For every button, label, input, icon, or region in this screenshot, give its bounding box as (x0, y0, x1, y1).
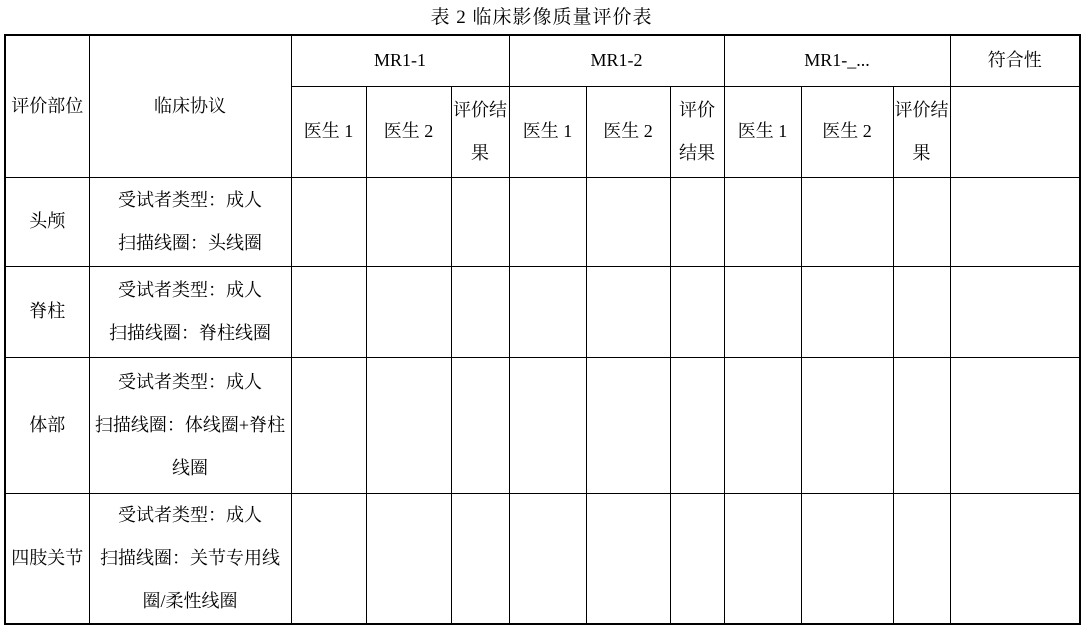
subheader-result: 评价结果 (451, 86, 509, 177)
score-cell (291, 266, 366, 357)
protocol-line: 扫描线圈：脊柱线圈 (109, 322, 271, 343)
protocol-line: 扫描线圈：体线圈+脊柱线圈 (94, 414, 286, 478)
compliance-cell (950, 493, 1080, 624)
score-cell (509, 266, 586, 357)
subheader-result: 评价结果 (670, 86, 724, 177)
row-part-label: 头颅 (5, 177, 89, 266)
protocol-line: 扫描线圈：头线圈 (118, 232, 262, 253)
subheader-doctor1: 医生 1 (724, 86, 801, 177)
table-row (5, 266, 1080, 357)
table-caption: 表 2 临床影像质量评价表 (430, 7, 653, 28)
protocol-line: 受试者类型：成人 (118, 504, 262, 525)
score-cell (509, 493, 586, 624)
score-cell (291, 177, 366, 266)
score-cell (801, 177, 893, 266)
score-cell (893, 177, 950, 266)
subheader-doctor2: 医生 2 (586, 86, 670, 177)
score-cell (366, 493, 451, 624)
score-cell (724, 266, 801, 357)
score-cell (366, 357, 451, 493)
protocol-cell (89, 266, 291, 357)
subheader-doctor2: 医生 2 (366, 86, 451, 177)
group-header-mr1-2: MR1-2 (509, 35, 724, 86)
score-cell (586, 493, 670, 624)
col-header-protocol: 临床协议 (89, 35, 291, 177)
table-row (5, 357, 1080, 493)
score-cell (670, 177, 724, 266)
clinical-image-quality-table (4, 34, 1081, 625)
score-cell (670, 493, 724, 624)
score-cell (724, 357, 801, 493)
col-header-compliance: 符合性 (950, 35, 1080, 86)
row-part-label: 脊柱 (5, 266, 89, 357)
header-row-groups (5, 35, 1080, 86)
score-cell (509, 357, 586, 493)
score-cell (586, 177, 670, 266)
subheader-doctor1: 医生 1 (509, 86, 586, 177)
protocol-line: 受试者类型：成人 (118, 189, 262, 210)
row-part-label: 四肢关节 (5, 493, 89, 624)
score-cell (451, 266, 509, 357)
protocol-line: 受试者类型：成人 (118, 279, 262, 300)
score-cell (451, 493, 509, 624)
protocol-cell (89, 493, 291, 624)
score-cell (586, 266, 670, 357)
score-cell (893, 357, 950, 493)
score-cell (451, 177, 509, 266)
score-cell (801, 266, 893, 357)
score-cell (586, 357, 670, 493)
subheader-compliance-empty (950, 86, 1080, 177)
score-cell (893, 266, 950, 357)
protocol-line: 扫描线圈：关节专用线圈/柔性线圈 (100, 547, 280, 611)
row-part-label: 体部 (5, 357, 89, 493)
score-cell (893, 493, 950, 624)
subheader-doctor1: 医生 1 (291, 86, 366, 177)
subheader-doctor2: 医生 2 (801, 86, 893, 177)
compliance-cell (950, 266, 1080, 357)
table-row (5, 177, 1080, 266)
score-cell (366, 177, 451, 266)
score-cell (670, 266, 724, 357)
score-cell (291, 357, 366, 493)
protocol-cell (89, 357, 291, 493)
score-cell (291, 493, 366, 624)
score-cell (451, 357, 509, 493)
compliance-cell (950, 177, 1080, 266)
score-cell (801, 357, 893, 493)
group-header-mr1-1: MR1-1 (291, 35, 509, 86)
score-cell (366, 266, 451, 357)
score-cell (724, 177, 801, 266)
protocol-line: 受试者类型：成人 (118, 371, 262, 392)
group-header-mr1-x: MR1-_... (724, 35, 950, 86)
table-row (5, 493, 1080, 624)
score-cell (801, 493, 893, 624)
score-cell (670, 357, 724, 493)
score-cell (724, 493, 801, 624)
protocol-cell (89, 177, 291, 266)
score-cell (509, 177, 586, 266)
col-header-part: 评价部位 (5, 35, 89, 177)
compliance-cell (950, 357, 1080, 493)
subheader-result: 评价结果 (893, 86, 950, 177)
